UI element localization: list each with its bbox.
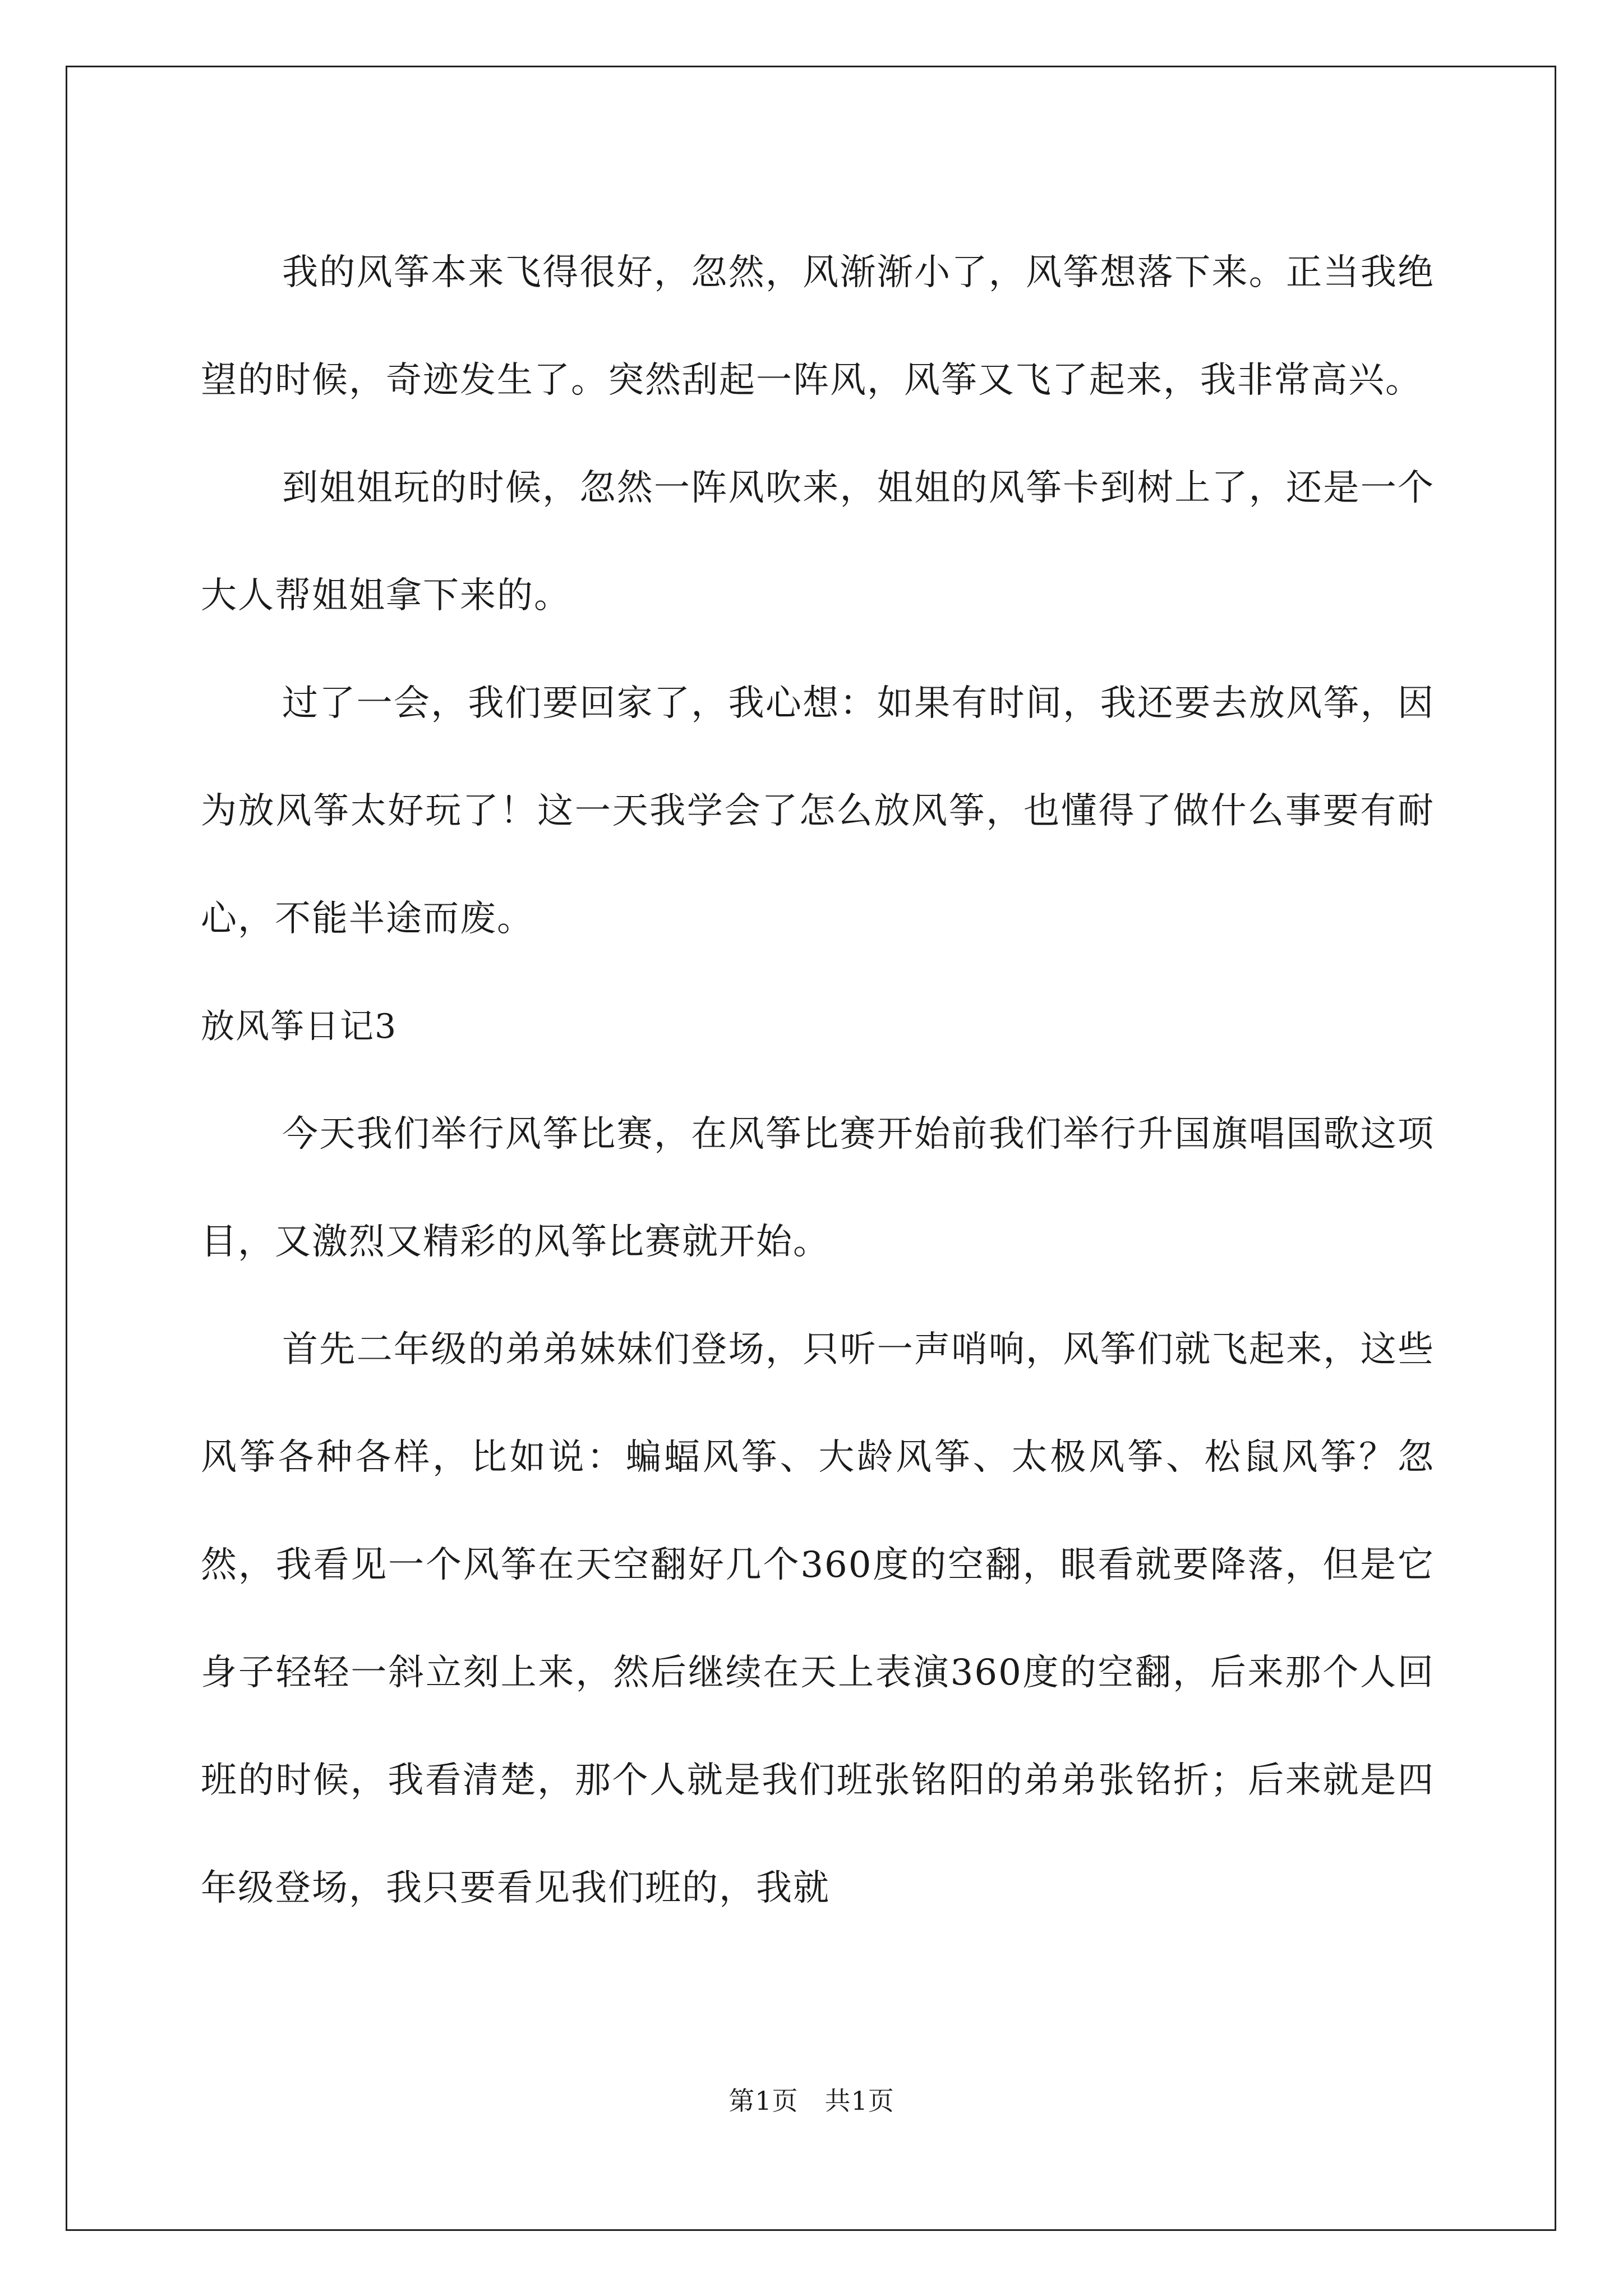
paragraph-kite-flying: 我的风筝本来飞得很好，忽然，风渐渐小了，风筝想落下来。正当我绝望的时候，奇迹发生了。突然刮起一阵风，风筝又飞了起来，我非常高兴。 [201,252,1435,401]
paragraph-competition: 今天我们举行风筝比赛，在风筝比赛开始前我们举行升国旗唱国歌这项目，又激烈又精彩的风筝比赛就开始。 [201,1114,1435,1263]
paragraph-sister-kite: 到姐姐玩的时候，忽然一阵风吹来，姐姐的风筝卡到树上了，还是一个大人帮姐姐拿下来的。 [201,467,1435,616]
paragraph-second-grade: 首先二年级的弟弟妹妹们登场，只听一声哨响，风筝们就飞起来，这些风筝各种各样，比如说：蝙蝠风筝、大龄风筝、太极风筝、松鼠风筝？忽然，我看见一个风筝在天空翻好几个360度的空翻，眼看就要降落，但是它身子轻轻一斜立刻上来，然后继续在天上表演360度的空翻，后来那个人回班的时候，我看清楚，那个人就是我们班张铭阳的弟弟张铭折；后来就是四年级登场，我只要看见我们班的，我就 [201,1329,1435,1909]
document-body [201,219,1435,1942]
paragraph-going-home: 过了一会，我们要回家了，我心想：如果有时间，我还要去放风筝，因为放风筝太好玩了！这一天我学会了怎么放风筝，也懂得了做什么事要有耐心，不能半途而废。 [201,683,1435,940]
section-heading: 放风筝日记3 [201,1007,398,1046]
page-number-footer: 第1页 共1页 [728,2086,895,2116]
